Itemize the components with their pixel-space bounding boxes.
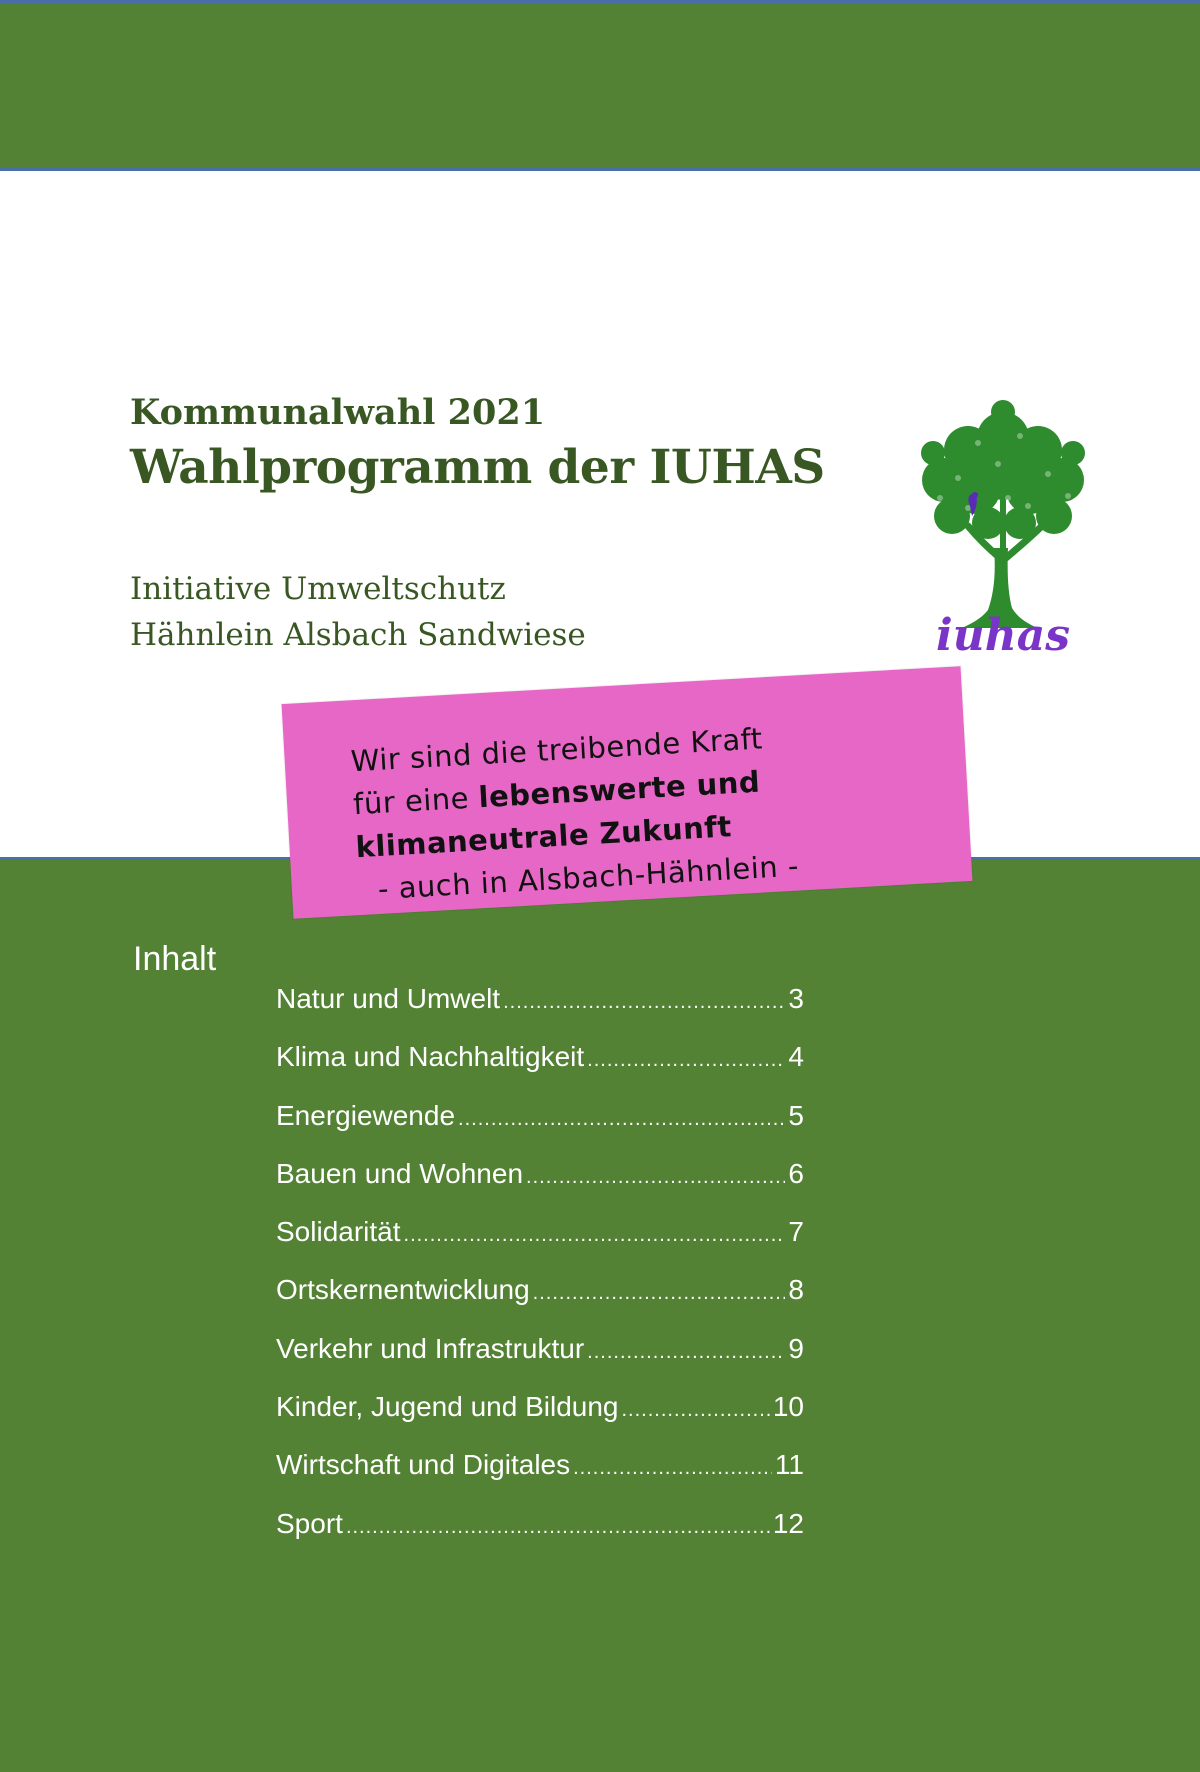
table-of-contents xyxy=(276,983,804,1566)
page-title: Wahlprogramm der IUHAS xyxy=(130,440,825,495)
toc-item[interactable] xyxy=(276,1274,804,1332)
toc-item-label: Klima und Nachhaltigkeit xyxy=(276,1041,585,1073)
toc-dot-leader xyxy=(587,1049,785,1072)
toc-item-label: Solidarität xyxy=(276,1216,401,1248)
toc-heading: Inhalt xyxy=(133,940,217,978)
toc-item-page: 10 xyxy=(772,1391,804,1423)
toc-dot-leader xyxy=(404,1224,786,1247)
toc-item-label: Kinder, Jugend und Bildung xyxy=(276,1391,619,1423)
toc-item-page: 8 xyxy=(788,1274,804,1306)
toc-item-label: Sport xyxy=(276,1507,343,1539)
election-kicker: Kommunalwahl 2021 xyxy=(130,392,546,433)
toc-item[interactable] xyxy=(276,1041,804,1099)
toc-item-label: Energiewende xyxy=(276,1099,456,1131)
toc-item[interactable] xyxy=(276,1508,804,1566)
tree-with-bird-icon xyxy=(908,398,1098,658)
toc-dot-leader xyxy=(533,1282,786,1305)
toc-item-label: Natur und Umwelt xyxy=(276,983,501,1014)
toc-dot-leader xyxy=(526,1166,785,1189)
slogan-sticker xyxy=(282,666,973,919)
toc-item-label: Bauen und Wohnen xyxy=(276,1157,524,1189)
toc-item-page: 9 xyxy=(788,1332,804,1364)
toc-item-page: 7 xyxy=(788,1216,804,1248)
toc-dot-leader xyxy=(346,1516,770,1539)
toc-item-page: 3 xyxy=(788,983,804,1014)
toc-dot-leader xyxy=(587,1341,785,1364)
toc-dot-leader xyxy=(503,991,785,1014)
toc-item[interactable] xyxy=(276,1449,804,1507)
slogan-line2-regular: für eine xyxy=(352,780,480,822)
organization-name-line1: Initiative Umweltschutz xyxy=(130,571,506,607)
toc-item[interactable] xyxy=(276,1216,804,1274)
slogan-line3: klimaneutrale Zukunft xyxy=(354,809,733,865)
toc-item-page: 5 xyxy=(788,1099,804,1131)
toc-item[interactable] xyxy=(276,1100,804,1158)
toc-item-label: Wirtschaft und Digitales xyxy=(276,1449,571,1481)
toc-dot-leader xyxy=(458,1108,785,1131)
slogan-line2-bold: lebenswerte und xyxy=(477,764,762,815)
toc-item-page: 11 xyxy=(774,1449,804,1481)
iuhas-logo xyxy=(908,398,1098,658)
toc-item[interactable] xyxy=(276,1333,804,1391)
toc-item[interactable] xyxy=(276,1391,804,1449)
slogan-line4: - auch in Alsbach-Hähnlein - xyxy=(377,848,800,907)
organization-name-line2: Hähnlein Alsbach Sandwiese xyxy=(130,617,586,653)
toc-item-page: 12 xyxy=(772,1507,804,1539)
top-green-band xyxy=(0,0,1200,171)
toc-item-page: 4 xyxy=(788,1041,804,1073)
toc-dot-leader xyxy=(622,1399,770,1422)
toc-item[interactable] xyxy=(276,1158,804,1216)
slogan-text xyxy=(350,708,939,912)
slogan-line1: Wir sind die treibende Kraft xyxy=(349,721,764,779)
logo-wordmark: iuhas xyxy=(936,610,1070,658)
toc-item-label: Ortskernentwicklung xyxy=(276,1274,530,1306)
organization-name xyxy=(130,566,586,658)
toc-item-label: Verkehr und Infrastruktur xyxy=(276,1332,585,1364)
toc-item[interactable] xyxy=(276,983,804,1041)
toc-item-page: 6 xyxy=(788,1157,804,1189)
toc-dot-leader xyxy=(573,1457,772,1480)
